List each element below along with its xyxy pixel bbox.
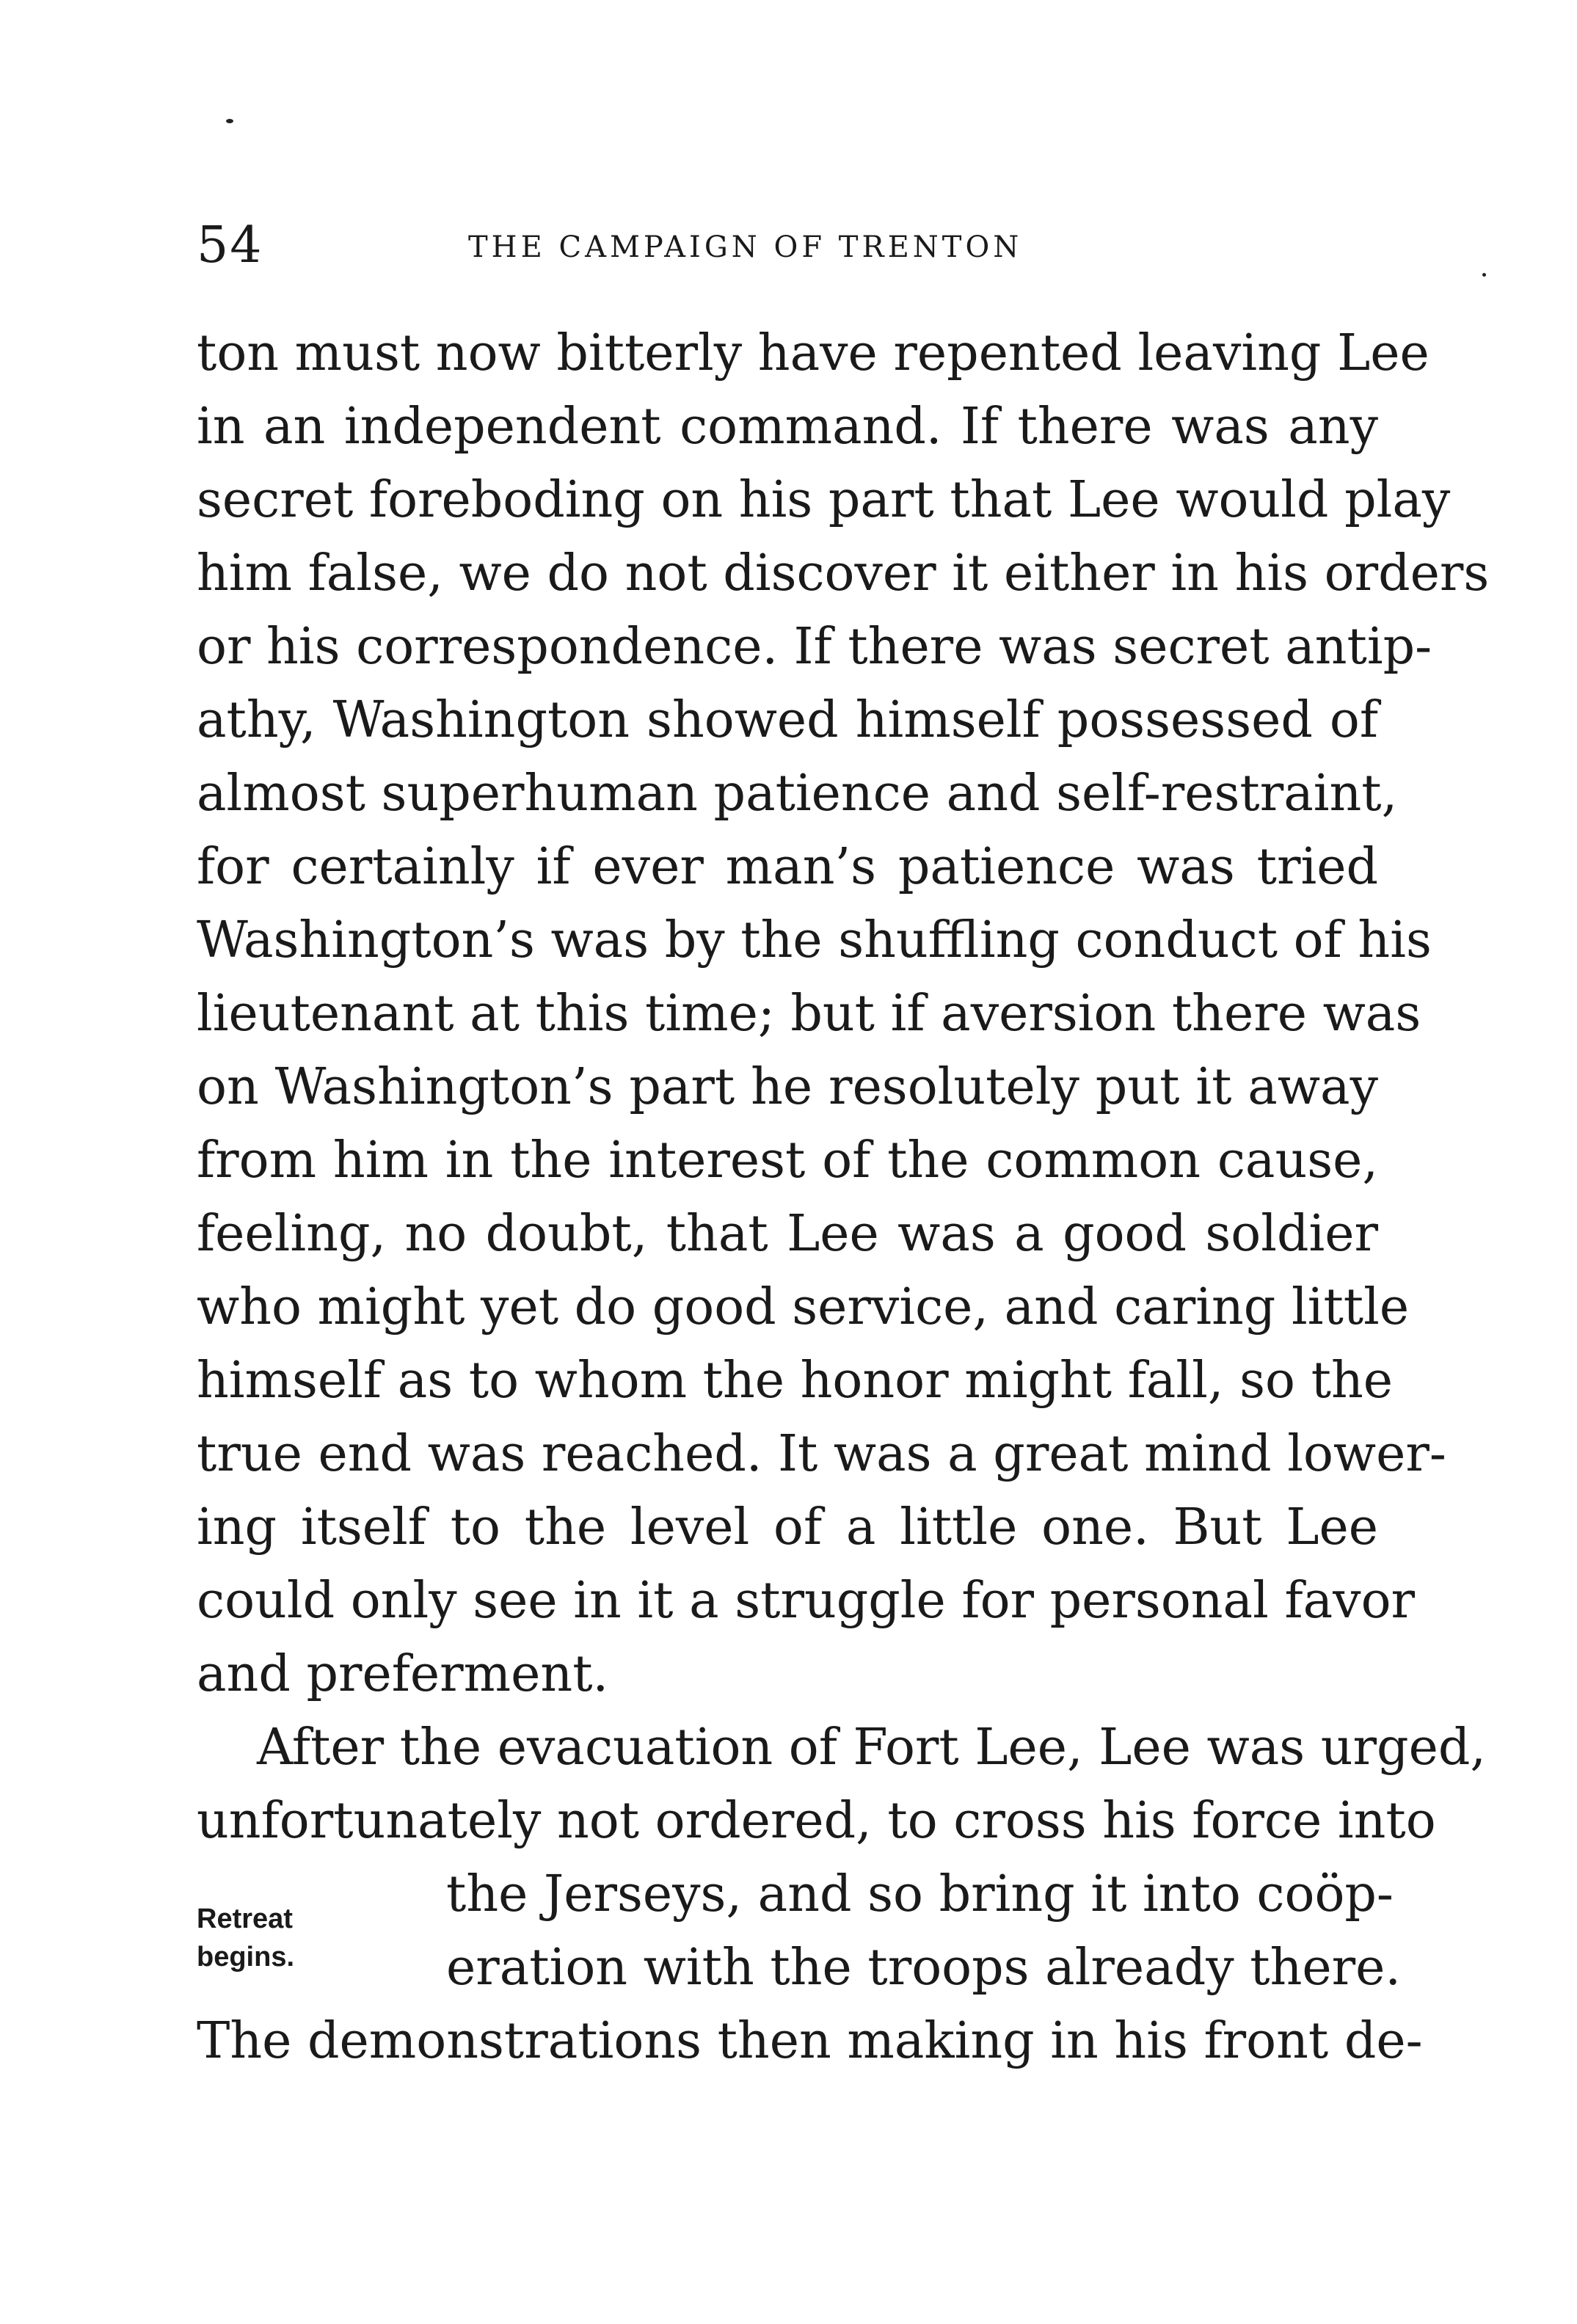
text-line: unfortunately not ordered, to cross his force into	[197, 1792, 1436, 1850]
text-line: ton must now bitterly have repented leaving Lee	[197, 324, 1430, 382]
text-line: true end was reached. It was a great mind lower-	[197, 1425, 1446, 1483]
text-line: Washington’s was by the shuffling conduct of his	[197, 911, 1432, 969]
print-speck	[1482, 273, 1486, 277]
text-line: from him in the interest of the common cause,	[197, 1132, 1378, 1190]
text-line: on Washington’s part he resolutely put it away	[197, 1058, 1378, 1116]
text-line: almost superhuman patience and self-restraint,	[197, 765, 1398, 823]
text-line: athy, Washington showed himself possessed of	[197, 691, 1378, 749]
page-number: 54	[197, 216, 263, 274]
text-line: lieutenant at this time; but if aversion there was	[197, 985, 1421, 1043]
text-line: who might yet do good service, and caring little	[197, 1278, 1410, 1336]
text-line: secret foreboding on his part that Lee would play	[197, 471, 1451, 529]
text-line: eration with the troops already there.	[446, 1939, 1401, 1997]
text-line: After the evacuation of Fort Lee, Lee was urged,	[257, 1719, 1486, 1777]
text-line: the Jerseys, and so bring it into coöp-	[446, 1865, 1394, 1923]
text-line: in an independent command. If there was any	[197, 398, 1378, 456]
text-line: or his correspondence. If there was secret antip-	[197, 618, 1432, 676]
text-line: and preferment.	[197, 1645, 609, 1703]
text-line: ing itself to the level of a little one. But Lee	[197, 1498, 1378, 1556]
marginal-note-line: Retreat	[197, 1904, 293, 1934]
text-line: him false, we do not discover it either in his orders	[197, 544, 1490, 602]
marginal-note	[197, 1902, 373, 1974]
running-header	[197, 213, 1385, 279]
text-line: for certainly if ever man’s patience was tried	[197, 838, 1378, 896]
text-line: The demonstrations then making in his front de-	[197, 2012, 1423, 2070]
running-title: THE CAMPAIGN OF TRENTON	[468, 230, 1023, 264]
text-line: feeling, no doubt, that Lee was a good soldier	[197, 1205, 1378, 1263]
print-speck	[226, 119, 233, 123]
text-line: himself as to whom the honor might fall, so the	[197, 1352, 1393, 1410]
text-line: could only see in it a struggle for personal favor	[197, 1572, 1416, 1630]
marginal-note-line: begins.	[197, 1942, 295, 1973]
